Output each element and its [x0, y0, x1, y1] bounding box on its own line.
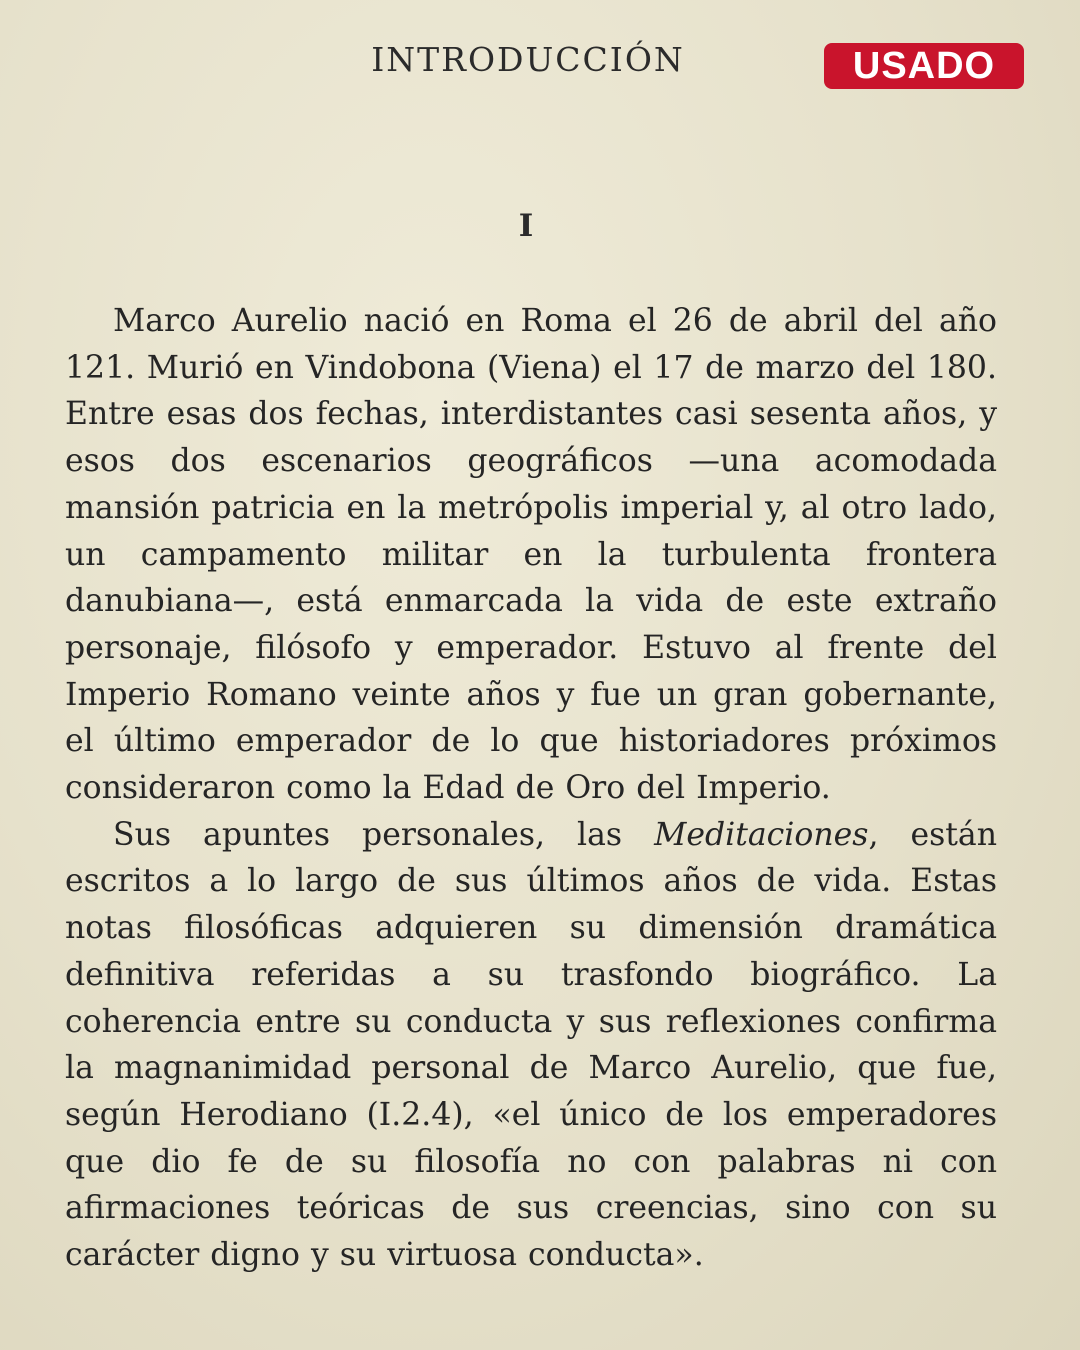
- used-badge: USADO: [824, 43, 1024, 89]
- body-text: [65, 298, 997, 1279]
- paragraph-2-rest: , están escritos a lo largo de sus últimos años de vida. Estas notas filosóficas adquieren su dimensión dramática definitiva referidas a su trasfondo biográfico. La coherencia entre su conducta y sus reflexiones confirma la magnanimidad personal de Marco Aurelio, que fue, según Herodiano (I.2.4), «el único de los emperadores que dio fe de su filosofía no con palabras ni con afirmaciones teóricas de sus creencias, sino con su carácter digno y su virtuosa conducta».: [65, 816, 998, 1274]
- book-title-italic: Meditaciones: [654, 816, 869, 853]
- running-head: INTRODUCCIÓN: [371, 40, 685, 79]
- paragraph-2-lead: Sus apuntes personales, las: [113, 816, 655, 853]
- section-number: I: [518, 208, 534, 244]
- paragraph-1: Marco Aurelio nació en Roma el 26 de abril del año 121. Murió en Vindobona (Viena) el 17 de marzo del 180. Entre esas dos fechas, interdistantes casi sesenta años, y esos dos escenarios geográficos —una acomodada mansión patricia en la metrópolis imperial y, al otro lado, un campamento militar en la turbulenta frontera danubiana—, está enmarcada la vida de este extraño personaje, filósofo y emperador. Estuvo al frente del Imperio Romano veinte años y fue un gran gobernante, el último emperador de lo que historiadores próximos consideraron como la Edad de Oro del Imperio.: [65, 303, 997, 807]
- paragraph-2: [65, 812, 997, 1279]
